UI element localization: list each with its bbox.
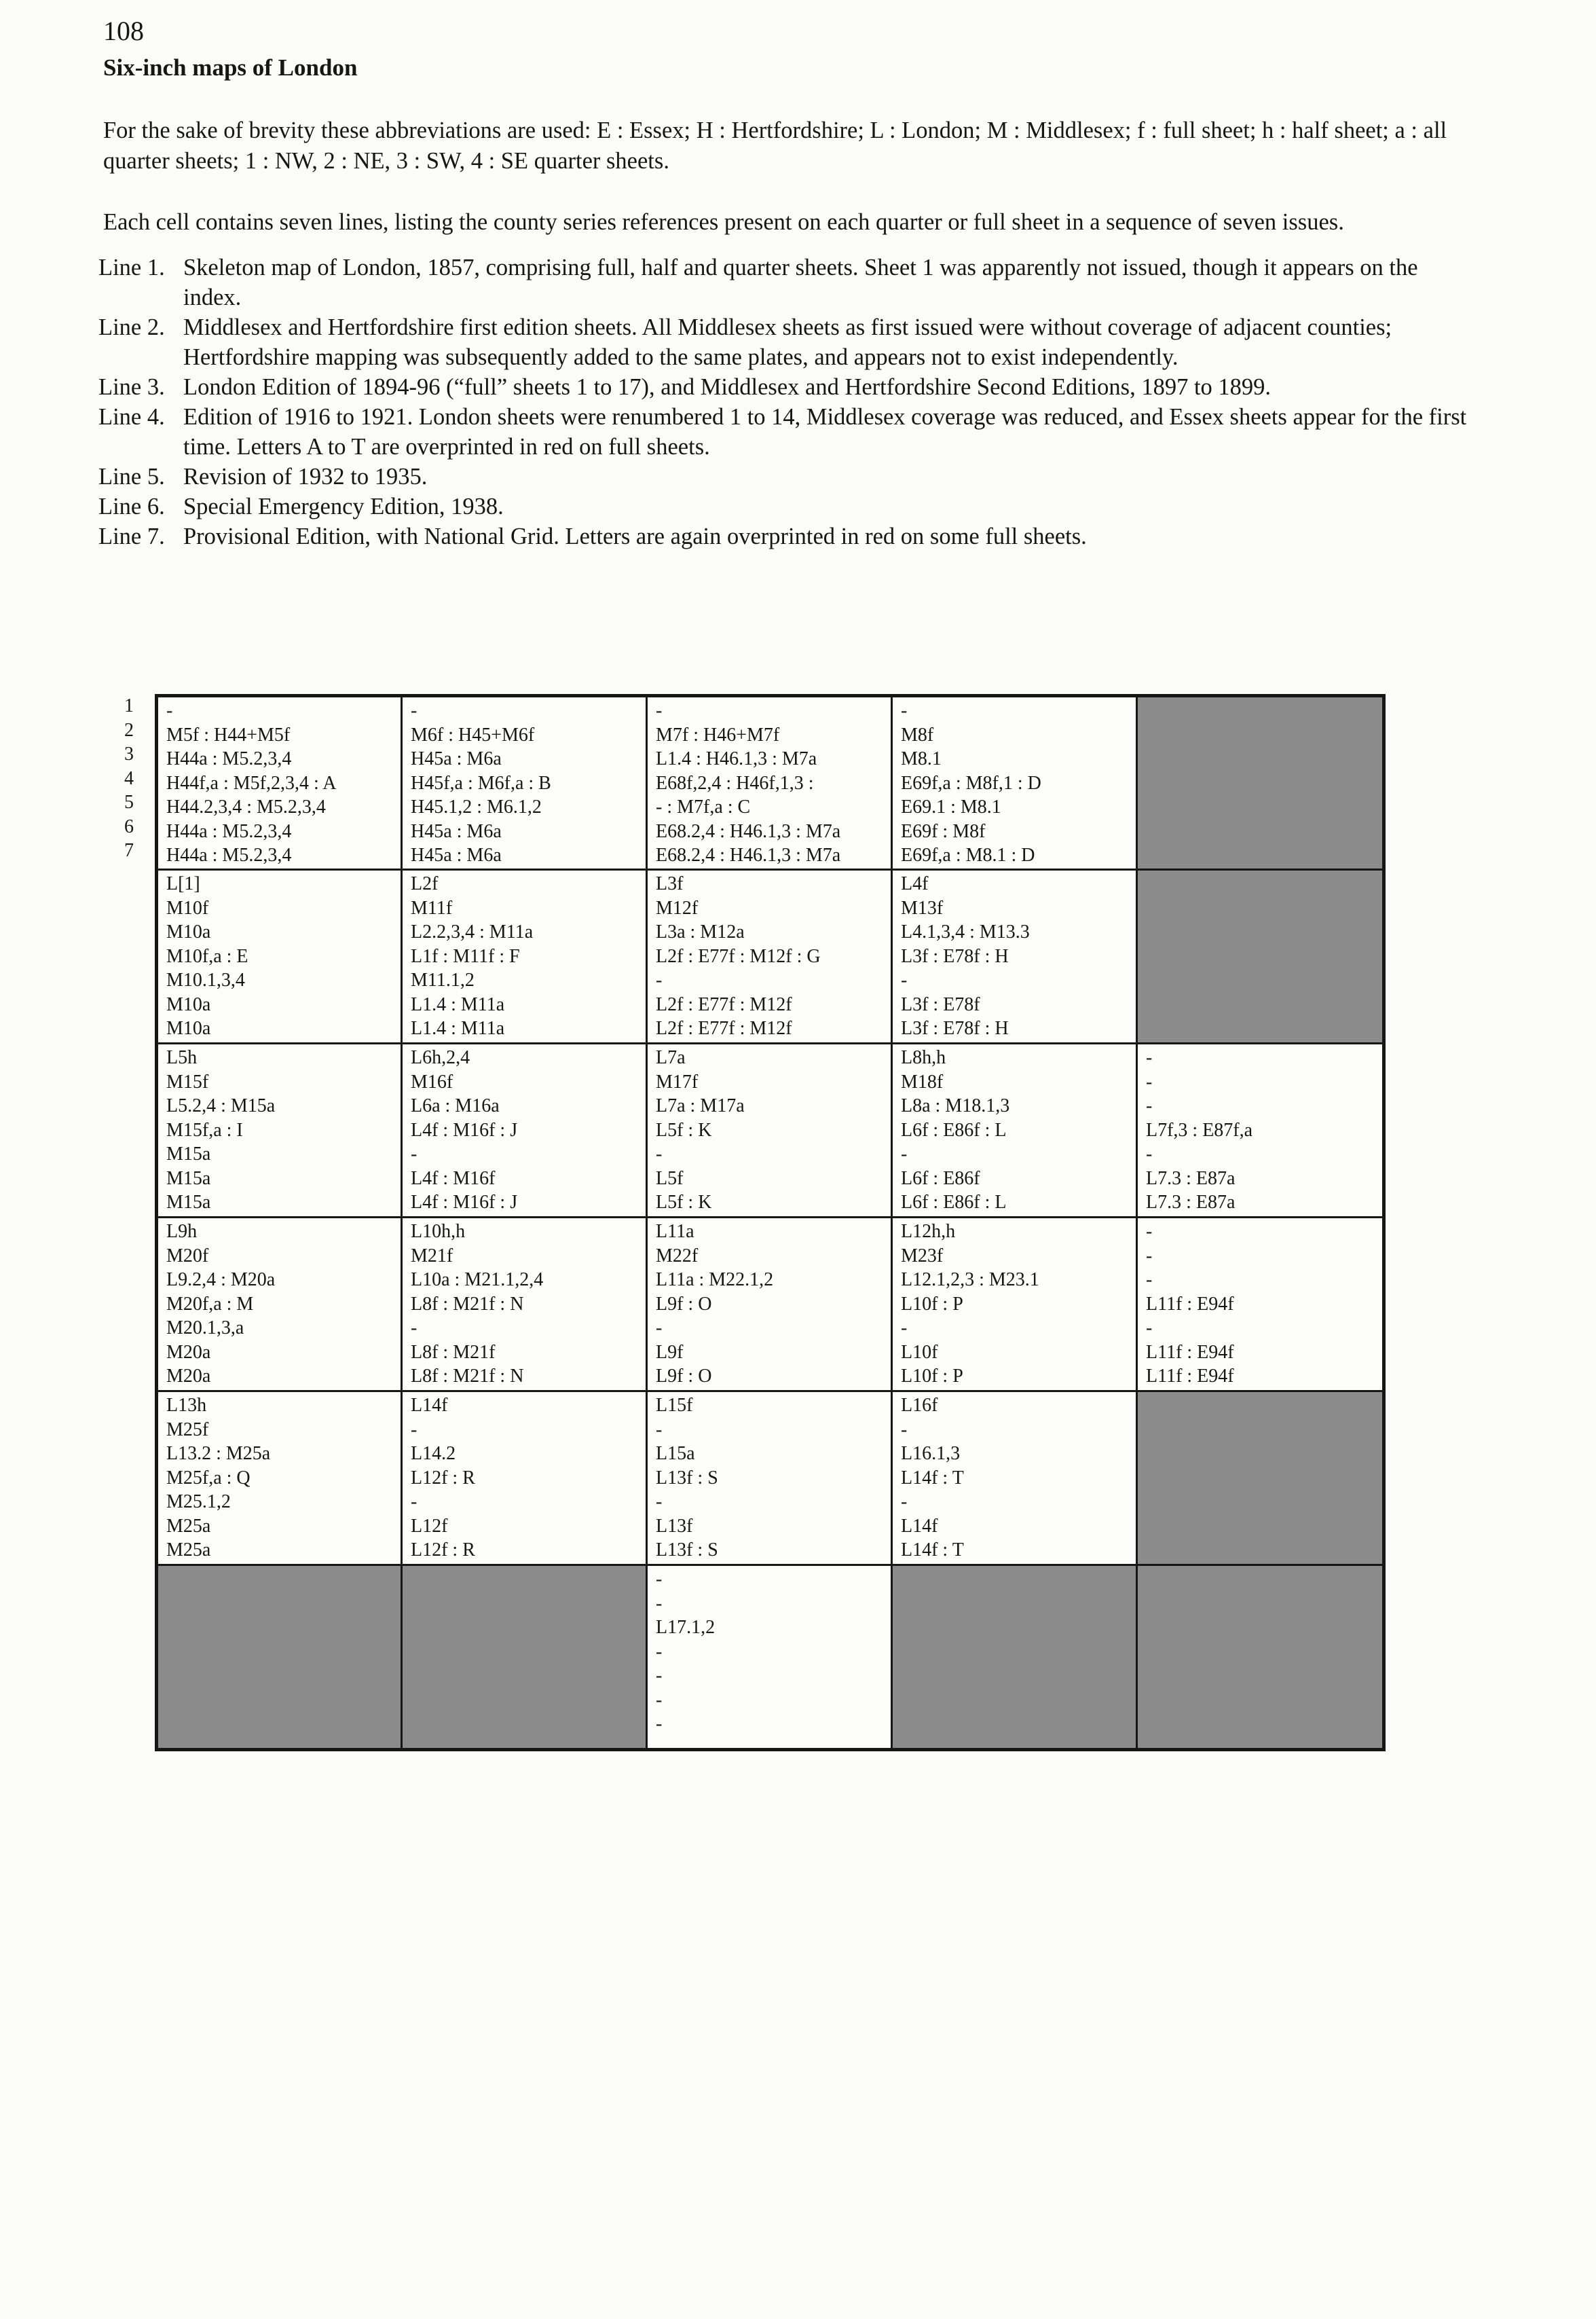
cell-line: - <box>411 1491 417 1512</box>
sheet-cell <box>402 1044 647 1218</box>
cell-line: - <box>411 1144 417 1165</box>
cell-line: - <box>656 1665 663 1686</box>
cell-line: L1.4 : M11a <box>411 993 505 1015</box>
cell-line: L3f : E78f : H <box>901 1018 1009 1039</box>
cell-line: M20f <box>166 1245 209 1266</box>
abbreviations-paragraph: For the sake of brevity these abbreviations are used: E : Essex; H : Hertfordshire; L : London; M : Middlesex; f : full sheet; h : half sheet; a : all quarter sheets; 1 : NW, 2 : NE, 3 : SW, 4 : SE quarter sheets. <box>103 117 1447 174</box>
cell-line: L12.1,2,3 : M23.1 <box>901 1269 1039 1290</box>
cell-line: L7.3 : E87a <box>1146 1167 1236 1189</box>
cell-line: M25f <box>166 1419 209 1440</box>
page-heading: Six-inch maps of London <box>103 54 358 81</box>
cell-line: M21f <box>411 1245 453 1266</box>
line-label: Line 7. <box>98 524 165 549</box>
cell-line: M22f <box>656 1245 699 1266</box>
cell-line: - <box>1146 1071 1153 1093</box>
cell-line: L16f <box>901 1395 938 1416</box>
shaded-empty-cell <box>892 1565 1137 1750</box>
sheet-cell <box>892 696 1137 870</box>
cell-line: M18f <box>901 1071 944 1093</box>
cell-line: L9.2,4 : M20a <box>166 1269 276 1290</box>
cell-line: L16.1,3 <box>901 1443 961 1464</box>
cell-line: M16f <box>411 1071 453 1093</box>
cell-line: - <box>656 970 663 991</box>
cell-line: L2.2,3,4 : M11a <box>411 921 534 943</box>
grid-row <box>157 1391 1384 1565</box>
cell-line: E69f,a : M8f,1 : D <box>901 772 1041 794</box>
sheet-cell <box>157 696 402 870</box>
grid-row <box>157 1218 1384 1391</box>
sheet-cell <box>647 1565 892 1750</box>
sheet-cell <box>892 1391 1137 1565</box>
sheet-cell <box>1137 1218 1384 1391</box>
line-label: Line 5. <box>98 464 165 490</box>
cell-line: L9f <box>656 1341 684 1363</box>
intro-paragraph: Each cell contains seven lines, listing the county series references present on each quarter or full sheet in a sequence of seven issues. <box>103 209 1344 235</box>
cell-line: L5f : K <box>656 1119 712 1141</box>
cell-line: L2f : E77f : M12f : G <box>656 945 821 967</box>
row-number-column <box>115 694 143 863</box>
cell-line: L3f : E78f <box>901 993 980 1015</box>
line-description <box>98 372 1477 402</box>
shaded-empty-cell <box>1137 1565 1384 1750</box>
cell-line: L4f : M16f <box>411 1167 496 1189</box>
cell-line: L15f <box>656 1395 693 1416</box>
cell-line: M15f <box>166 1071 209 1093</box>
cell-line: L11f : E94f <box>1146 1293 1234 1315</box>
cell-line: - <box>656 1713 663 1734</box>
cell-line: L6h,2,4 <box>411 1047 470 1068</box>
cell-line: L6f : E86f : L <box>901 1192 1007 1213</box>
cell-line: L5h <box>166 1047 198 1068</box>
line-label: Line 1. <box>98 255 165 280</box>
cell-line: L6f : E86f <box>901 1167 980 1189</box>
cell-line: M23f <box>901 1245 944 1266</box>
cell-line: - <box>656 1641 663 1662</box>
line-text: Edition of 1916 to 1921. London sheets were renumbered 1 to 14, Middlesex coverage was reduced, and Essex sheets appear for the first time. Letters A to T are overprinted in red on full sheets. <box>183 404 1467 460</box>
cell-line: M17f <box>656 1071 699 1093</box>
cell-line: M8.1 <box>901 748 942 769</box>
cell-line: L11a : M22.1,2 <box>656 1269 774 1290</box>
cell-line: M10.1,3,4 <box>166 970 245 991</box>
shaded-empty-cell <box>1137 696 1384 870</box>
cell-line: M15f,a : I <box>166 1119 243 1141</box>
cell-line: H45a : M6a <box>411 845 502 866</box>
cell-line: M15a <box>166 1144 211 1165</box>
line-text: Middlesex and Hertfordshire first edition sheets. All Middlesex sheets as first issued were without coverage of adjacent counties; Hertfordshire mapping was subsequently added to the same plates, and appears not to exist independently. <box>183 314 1392 370</box>
sheet-cell <box>647 696 892 870</box>
cell-line: - : M7f,a : C <box>656 797 751 818</box>
cell-line: E69.1 : M8.1 <box>901 797 1001 818</box>
shaded-empty-cell <box>157 1565 402 1750</box>
cell-line: - <box>1146 1269 1153 1290</box>
cell-line: M15a <box>166 1167 211 1189</box>
cell-line: L13f : S <box>656 1467 718 1489</box>
cell-line: L5.2,4 : M15a <box>166 1095 276 1116</box>
cell-line: L17.1,2 <box>656 1617 716 1638</box>
cell-line: L7.3 : E87a <box>1146 1192 1236 1213</box>
sheet-grid <box>155 694 1386 1751</box>
cell-line: M25a <box>166 1539 211 1560</box>
cell-line: M15a <box>166 1192 211 1213</box>
cell-line: L13h <box>166 1395 207 1416</box>
row-number: 2 <box>124 719 134 741</box>
sheet-cell <box>892 870 1137 1044</box>
cell-line: L15a <box>656 1443 695 1464</box>
cell-line: L12f : R <box>411 1467 475 1489</box>
cell-line: - <box>656 1317 663 1338</box>
cell-line: L14f <box>411 1395 448 1416</box>
sheet-cell <box>402 1218 647 1391</box>
line-description <box>98 253 1477 312</box>
cell-line: L13f : S <box>656 1539 718 1560</box>
cell-line: M8f <box>901 724 934 746</box>
cell-line: - <box>1146 1317 1153 1338</box>
cell-line: M5f : H44+M5f <box>166 724 291 746</box>
cell-line: L9f : O <box>656 1366 712 1387</box>
sheet-cell <box>402 696 647 870</box>
cell-line: L4f : M16f : J <box>411 1192 518 1213</box>
cell-line: - <box>656 1689 663 1711</box>
cell-line: M25f,a : Q <box>166 1467 250 1489</box>
shaded-empty-cell <box>1137 870 1384 1044</box>
cell-line: H45f,a : M6f,a : B <box>411 772 551 794</box>
shaded-empty-cell <box>1137 1391 1384 1565</box>
cell-line: L11f : E94f <box>1146 1341 1234 1363</box>
grid-row <box>157 1044 1384 1218</box>
cell-line: E68.2,4 : H46.1,3 : M7a <box>656 845 841 866</box>
cell-line: L7a <box>656 1047 686 1068</box>
cell-line: M25.1,2 <box>166 1491 231 1512</box>
line-description <box>98 522 1477 551</box>
cell-line: L3f : E78f : H <box>901 945 1009 967</box>
cell-line: L2f <box>411 873 439 894</box>
row-number: 1 <box>124 695 134 716</box>
row-number: 7 <box>124 840 134 861</box>
cell-line: - <box>656 1491 663 1512</box>
cell-line: M12f <box>656 897 699 919</box>
cell-line: - <box>166 700 173 721</box>
sheet-cell <box>157 1218 402 1391</box>
row-number: 3 <box>124 744 134 765</box>
line-text: Skeleton map of London, 1857, comprising full, half and quarter sheets. Sheet 1 was apparently not issued, though it appears on the index. <box>183 255 1418 310</box>
cell-line: M7f : H46+M7f <box>656 724 780 746</box>
cell-line: - <box>411 700 417 721</box>
cell-line: L4f : M16f : J <box>411 1119 518 1141</box>
cell-line: - <box>901 1317 908 1338</box>
cell-line: E68.2,4 : H46.1,3 : M7a <box>656 820 841 842</box>
cell-line: L7a : M17a <box>656 1095 745 1116</box>
cell-line: H44.2,3,4 : M5.2,3,4 <box>166 797 326 818</box>
cell-line: L5f : K <box>656 1192 712 1213</box>
cell-line: L11f : E94f <box>1146 1366 1234 1387</box>
cell-line: M10f,a : E <box>166 945 248 967</box>
line-description <box>98 312 1477 372</box>
cell-line: L12h,h <box>901 1221 956 1242</box>
line-description <box>98 462 1477 492</box>
cell-line: L11a <box>656 1221 694 1242</box>
cell-line: L3a : M12a <box>656 921 745 943</box>
cell-line: L12f <box>411 1515 448 1537</box>
cell-line: L8a : M18.1,3 <box>901 1095 1010 1116</box>
cell-line: L9f : O <box>656 1293 712 1315</box>
cell-line: H44f,a : M5f,2,3,4 : A <box>166 772 337 794</box>
cell-line: H45a : M6a <box>411 748 502 769</box>
sheet-cell <box>157 1391 402 1565</box>
cell-line: E69f,a : M8.1 : D <box>901 845 1035 866</box>
row-number: 5 <box>124 792 134 813</box>
cell-line: L14f : T <box>901 1539 964 1560</box>
cell-line: - <box>656 1419 663 1440</box>
grid-row <box>157 1565 1384 1750</box>
cell-line: - <box>656 1144 663 1165</box>
cell-line: L12f : R <box>411 1539 475 1560</box>
cell-line: - <box>901 970 908 991</box>
line-label: Line 6. <box>98 494 165 519</box>
cell-line: - <box>1146 1144 1153 1165</box>
cell-line: M25a <box>166 1515 211 1537</box>
cell-line: L14.2 <box>411 1443 456 1464</box>
row-number: 4 <box>124 767 134 789</box>
cell-line: - <box>656 1569 663 1590</box>
cell-line: L4f <box>901 873 929 894</box>
sheet-cell <box>157 870 402 1044</box>
cell-line: L2f : E77f : M12f <box>656 993 792 1015</box>
cell-line: H44a : M5.2,3,4 <box>166 820 292 842</box>
cell-line: L6f : E86f : L <box>901 1119 1007 1141</box>
cell-line: M10a <box>166 1018 211 1039</box>
cell-line: - <box>1146 1047 1153 1068</box>
cell-line: L2f : E77f : M12f <box>656 1018 792 1039</box>
cell-line: - <box>1146 1221 1153 1242</box>
line-label: Line 3. <box>98 374 165 400</box>
cell-line: M10f <box>166 897 209 919</box>
grid-row <box>157 696 1384 870</box>
cell-line: M6f : H45+M6f <box>411 724 535 746</box>
cell-line: L1f : M11f : F <box>411 945 520 967</box>
cell-line: L10f : P <box>901 1293 963 1315</box>
cell-line: L8f : M21f : N <box>411 1366 524 1387</box>
line-descriptions <box>98 253 1477 551</box>
cell-line: M10a <box>166 921 211 943</box>
cell-line: H45a : M6a <box>411 820 502 842</box>
cell-line: - <box>901 1419 908 1440</box>
line-description <box>98 492 1477 522</box>
cell-line: - <box>1146 1245 1153 1266</box>
sheet-cell <box>892 1044 1137 1218</box>
line-text: Revision of 1932 to 1935. <box>183 464 428 490</box>
sheet-cell <box>647 1218 892 1391</box>
sheet-cell <box>892 1218 1137 1391</box>
cell-line: L9h <box>166 1221 198 1242</box>
line-text: London Edition of 1894-96 (“full” sheets 1 to 17), and Middlesex and Hertfordshire Second Editions, 1897 to 1899. <box>183 374 1272 400</box>
cell-line: H44a : M5.2,3,4 <box>166 845 292 866</box>
cell-line: L3f <box>656 873 684 894</box>
page-number: 108 <box>103 16 144 46</box>
sheet-cell <box>647 870 892 1044</box>
line-label: Line 4. <box>98 404 165 430</box>
cell-line: M20a <box>166 1366 211 1387</box>
cell-line: - <box>656 700 663 721</box>
cell-line: - <box>411 1419 417 1440</box>
sheet-cell <box>647 1044 892 1218</box>
cell-line: L7f,3 : E87f,a <box>1146 1119 1253 1141</box>
cell-line: - <box>411 1317 417 1338</box>
cell-line: H45.1,2 : M6.1,2 <box>411 797 542 818</box>
cell-line: M11f <box>411 897 453 919</box>
cell-line: L1.4 : M11a <box>411 1018 505 1039</box>
sheet-cell <box>402 870 647 1044</box>
cell-line: L4.1,3,4 : M13.3 <box>901 921 1030 943</box>
cell-line: L8f : M21f : N <box>411 1293 524 1315</box>
cell-line: - <box>656 1592 663 1614</box>
cell-line: L10a : M21.1,2,4 <box>411 1269 544 1290</box>
cell-line: L5f <box>656 1167 684 1189</box>
cell-line: H44a : M5.2,3,4 <box>166 748 292 769</box>
cell-line: M13f <box>901 897 944 919</box>
cell-line: E69f : M8f <box>901 820 986 842</box>
cell-line: - <box>901 1491 908 1512</box>
sheet-cell <box>402 1391 647 1565</box>
line-text: Special Emergency Edition, 1938. <box>183 494 504 519</box>
cell-line: L8f : M21f <box>411 1341 496 1363</box>
sheet-cell <box>1137 1044 1384 1218</box>
cell-line: L[1] <box>166 873 200 894</box>
cell-line: L10f : P <box>901 1366 963 1387</box>
cell-line: E68f,2,4 : H46f,1,3 : <box>656 772 814 794</box>
cell-line: - <box>1146 1095 1153 1116</box>
cell-line: L14f : T <box>901 1467 964 1489</box>
sheet-cell <box>157 1044 402 1218</box>
line-description <box>98 402 1477 462</box>
cell-line: M11.1,2 <box>411 970 475 991</box>
cell-line: L10f <box>901 1341 938 1363</box>
line-text: Provisional Edition, with National Grid. Letters are again overprinted in red on some full sheets. <box>183 524 1087 549</box>
cell-line: M20.1,3,a <box>166 1317 244 1338</box>
cell-line: M10a <box>166 993 211 1015</box>
cell-line: L8h,h <box>901 1047 946 1068</box>
cell-line: L1.4 : H46.1,3 : M7a <box>656 748 817 769</box>
cell-line: - <box>901 1144 908 1165</box>
cell-line: M20f,a : M <box>166 1293 254 1315</box>
cell-line: L6a : M16a <box>411 1095 500 1116</box>
cell-line: - <box>901 700 908 721</box>
cell-line: L13f <box>656 1515 693 1537</box>
shaded-empty-cell <box>402 1565 647 1750</box>
sheet-cell <box>647 1391 892 1565</box>
line-label: Line 2. <box>98 314 165 340</box>
grid-row <box>157 870 1384 1044</box>
cell-line: L10h,h <box>411 1221 466 1242</box>
cell-line: L13.2 : M25a <box>166 1443 271 1464</box>
cell-line: L14f <box>901 1515 938 1537</box>
cell-line: M20a <box>166 1341 211 1363</box>
row-number: 6 <box>124 816 134 837</box>
